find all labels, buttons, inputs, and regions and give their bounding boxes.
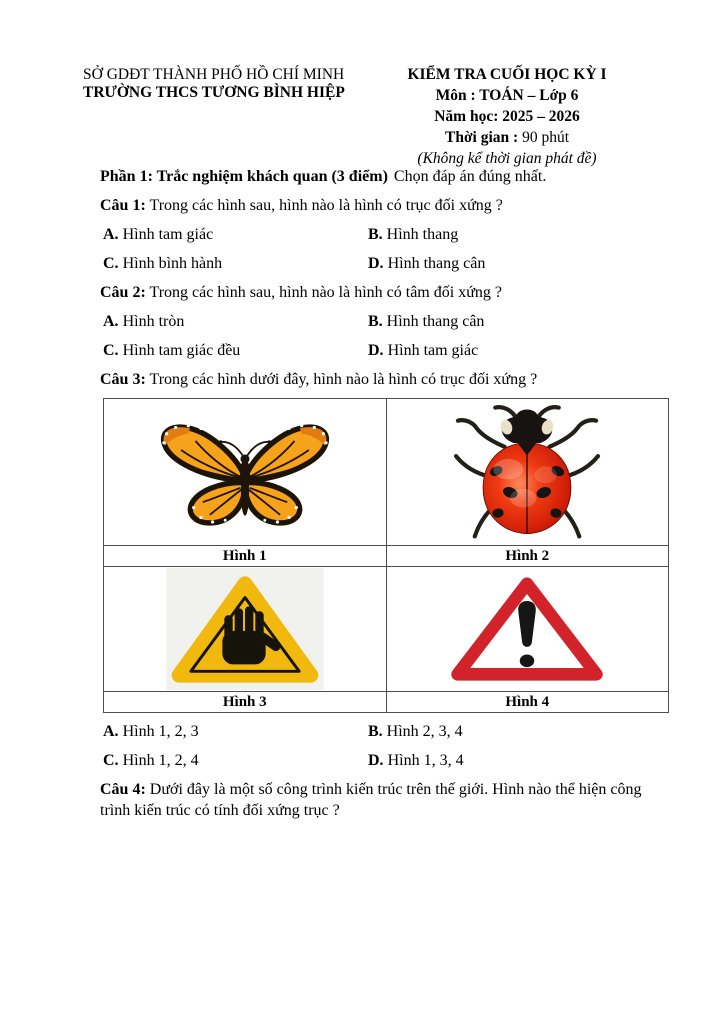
school-name: TRƯỜNG THCS TƯƠNG BÌNH HIỆP [83,84,345,101]
question-3-option-b [368,721,668,742]
option-letter: D. [368,342,384,359]
option-letter: B. [368,723,383,740]
question-3-option-c [103,750,368,771]
question-1-option-b [368,224,668,245]
question-3-option-d [368,750,668,771]
figure-label-row-1 [104,546,669,567]
question-4-text: Dưới đây là một số công trình kiến trúc trên thế giới. Hình nào thể hiện công trình kiến trúc có tính đối xứng trục ? [100,781,642,819]
option-text: Hình 1, 2, 3 [122,723,199,740]
option-text: Hình 1, 3, 4 [387,752,464,769]
question-2-option-c [103,340,368,361]
question-1-option-d [368,253,668,274]
figure-4-label: Hình 4 [386,692,669,713]
exam-duration [381,127,633,148]
question-1-options [103,224,668,274]
exam-duration-label: Thời gian : [445,129,519,146]
part1-instruction: Chọn đáp án đúng nhất. [393,168,547,185]
school-block [83,66,345,102]
department-name: SỞ GDĐT THÀNH PHỐ HỒ CHÍ MINH [83,66,345,83]
question-2 [100,282,668,303]
question-2-options [103,311,668,361]
figure-image-row-2 [104,567,669,692]
hand-warning-sign-image [166,568,324,690]
figure-1-label: Hình 1 [104,546,387,567]
option-letter: B. [368,226,383,243]
question-1-text: Trong các hình sau, hình nào là hình có trục đối xứng ? [149,197,503,214]
option-letter: D. [368,255,384,272]
option-letter: A. [103,226,119,243]
option-text: Hình 1, 2, 4 [122,752,199,769]
question-1-option-c [103,253,368,274]
question-2-option-d [368,340,668,361]
exam-duration-value: 90 phút [522,129,569,146]
part1-title: Phần 1: Trắc nghiệm khách quan (3 điểm) [100,168,388,185]
question-3 [100,369,668,390]
option-text: Hình bình hành [122,255,223,272]
question-2-option-a [103,311,368,332]
option-text: Hình tam giác [122,226,214,243]
option-letter: B. [368,313,383,330]
figure-label-row-2 [104,692,669,713]
ladybug-image [452,402,602,542]
figure-3-label: Hình 3 [104,692,387,713]
question-2-option-b [368,311,668,332]
question-4 [100,779,668,821]
option-letter: D. [368,752,384,769]
figure-table [103,398,669,713]
option-text: Hình thang [386,226,459,243]
option-text: Hình tam giác đều [122,342,241,359]
figure-3-cell [104,567,387,692]
question-2-text: Trong các hình sau, hình nào là hình có tâm đối xứng ? [149,284,502,301]
figure-image-row-1 [104,399,669,546]
question-1-label: Câu 1: [100,197,146,214]
question-3-label: Câu 3: [100,371,146,388]
exclamation-warning-sign-image [446,573,608,685]
exam-subject: Môn : TOÁN – Lớp 6 [435,87,579,104]
figure-1-cell [104,399,387,546]
exam-header [0,64,725,167]
option-text: Hình tròn [122,313,185,330]
option-text: Hình 2, 3, 4 [386,723,463,740]
question-3-options [103,721,668,771]
question-3-option-a [103,721,368,742]
option-text: Hình tam giác [387,342,479,359]
figure-4-cell [386,567,669,692]
option-letter: C. [103,342,119,359]
option-letter: A. [103,723,119,740]
question-2-label: Câu 2: [100,284,146,301]
question-4-label: Câu 4: [100,781,146,798]
option-letter: A. [103,313,119,330]
figure-2-cell [386,399,669,546]
option-text: Hình thang cân [386,313,485,330]
exam-title: KIỂM TRA CUỐI HỌC KỲ I [407,66,607,83]
exam-body [100,166,668,829]
exam-info-block [381,64,633,169]
question-3-text: Trong các hình dưới đây, hình nào là hình có trục đối xứng ? [149,371,538,388]
part1-heading [100,166,668,187]
figure-2-label: Hình 2 [386,546,669,567]
option-text: Hình thang cân [387,255,486,272]
option-letter: C. [103,752,119,769]
question-1 [100,195,668,216]
butterfly-image [145,414,345,531]
exam-note: (Không kể thời gian phát đề) [417,150,597,167]
option-letter: C. [103,255,119,272]
exam-school-year: Năm học: 2025 – 2026 [434,108,580,125]
question-1-option-a [103,224,368,245]
